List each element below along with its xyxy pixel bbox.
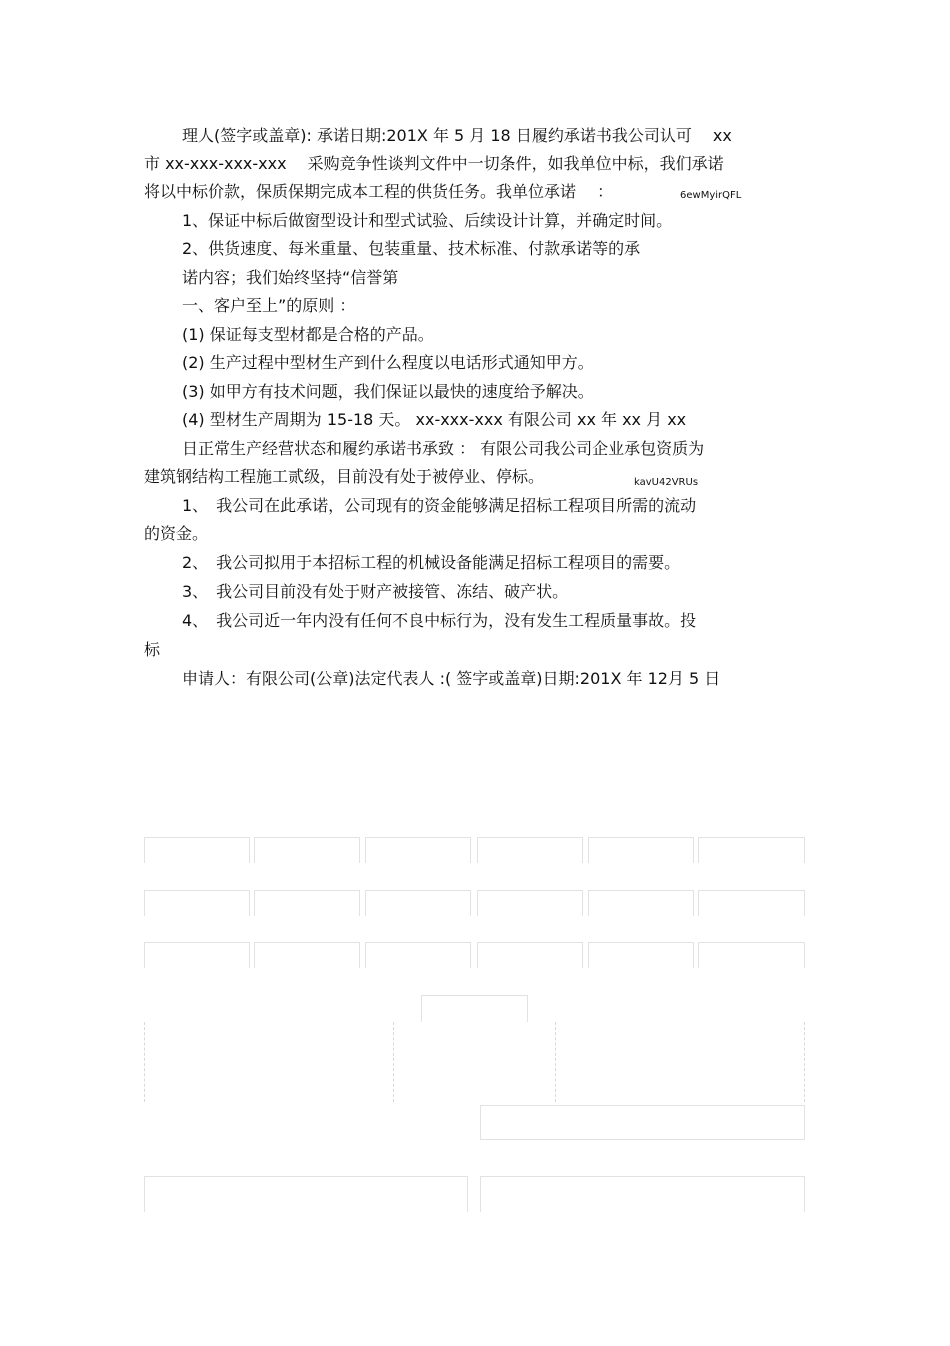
paragraph-line: (3) 如甲方有技术问题，我们保证以最快的速度给予解决。 (182, 382, 594, 401)
table-cell (477, 890, 583, 916)
paragraph-line: 2、供货速度、每米重量、包装重量、技术标准、付款承诺等的承 (182, 239, 641, 258)
table-cell (480, 1105, 805, 1140)
paragraph-line: 将以中标价款，保质保期完成本工程的供货任务。我单位承诺 ： (144, 182, 614, 201)
paragraph-line: 日正常生产经营状态和履约承诺书承致 ： 有限公司我公司企业承包资质为 (182, 439, 705, 458)
table-cell (365, 890, 471, 916)
table-cell (477, 942, 583, 968)
paragraph-line: 理人(签字或盖章): 承诺日期:201X 年 5 月 18 日履约承诺书我公司认可 xx (182, 126, 732, 145)
reference-code: 6ewMyirQFL (680, 190, 742, 201)
divider (555, 1022, 556, 1102)
table-cell (144, 837, 250, 863)
reference-code: kavU42VRUs (634, 477, 699, 488)
table-cell (144, 890, 250, 916)
paragraph-line: 2、 我公司拟用于本招标工程的机械设备能满足招标工程项目的需要。 (182, 553, 681, 572)
table-cell (698, 890, 805, 916)
divider (393, 1022, 394, 1102)
table-cell (144, 942, 250, 968)
table-cell (254, 942, 360, 968)
table-cell (588, 837, 694, 863)
paragraph-line: 市 xx-xxx-xxx-xxx 采购竞争性谈判文件中一切条件，如我单位中标，我们承诺 (144, 154, 724, 173)
table-cell (144, 1176, 468, 1212)
paragraph-line: 4、 我公司近一年内没有任何不良中标行为，没有发生工程质量事故。投 (182, 611, 697, 630)
table-cell (480, 1176, 805, 1212)
table-cell (698, 837, 805, 863)
paragraph-line: 建筑钢结构工程施工贰级，目前没有处于被停业、停标。 (144, 467, 545, 486)
paragraph-line: 一、客户至上”的原则 ： (182, 296, 356, 315)
table-cell (698, 942, 805, 968)
paragraph-line: (4) 型材生产周期为 15-18 天。 xx-xxx-xxx 有限公司 xx 年 xx 月 xx (182, 410, 687, 429)
table-cell (365, 837, 471, 863)
table-cell (421, 995, 528, 1022)
paragraph-line: (2) 生产过程中型材生产到什么程度以电话形式通知甲方。 (182, 353, 594, 372)
paragraph-line: 1、 我公司在此承诺，公司现有的资金能够满足招标工程项目所需的流动 (182, 496, 697, 515)
paragraph-line: 标 (144, 640, 161, 659)
table-cell (254, 837, 360, 863)
paragraph-line: 3、 我公司目前没有处于财产被接管、冻结、破产状。 (182, 582, 569, 601)
paragraph-line: 诺内容；我们始终坚持“信誉第 (182, 268, 399, 287)
paragraph-line: 的资金。 (144, 524, 209, 543)
paragraph-line: 申请人：有限公司(公章)法定代表人 :( 签字或盖章)日期:201X 年 12月 5 日 (182, 669, 721, 688)
divider (804, 1022, 805, 1102)
divider (144, 1022, 145, 1102)
table-cell (254, 890, 360, 916)
paragraph-line: 1、保证中标后做窗型设计和型式试验、后续设计计算，并确定时间。 (182, 211, 673, 230)
paragraph-line: (1) 保证每支型材都是合格的产品。 (182, 325, 434, 344)
table-cell (588, 942, 694, 968)
table-cell (365, 942, 471, 968)
table-cell (588, 890, 694, 916)
table-cell (477, 837, 583, 863)
